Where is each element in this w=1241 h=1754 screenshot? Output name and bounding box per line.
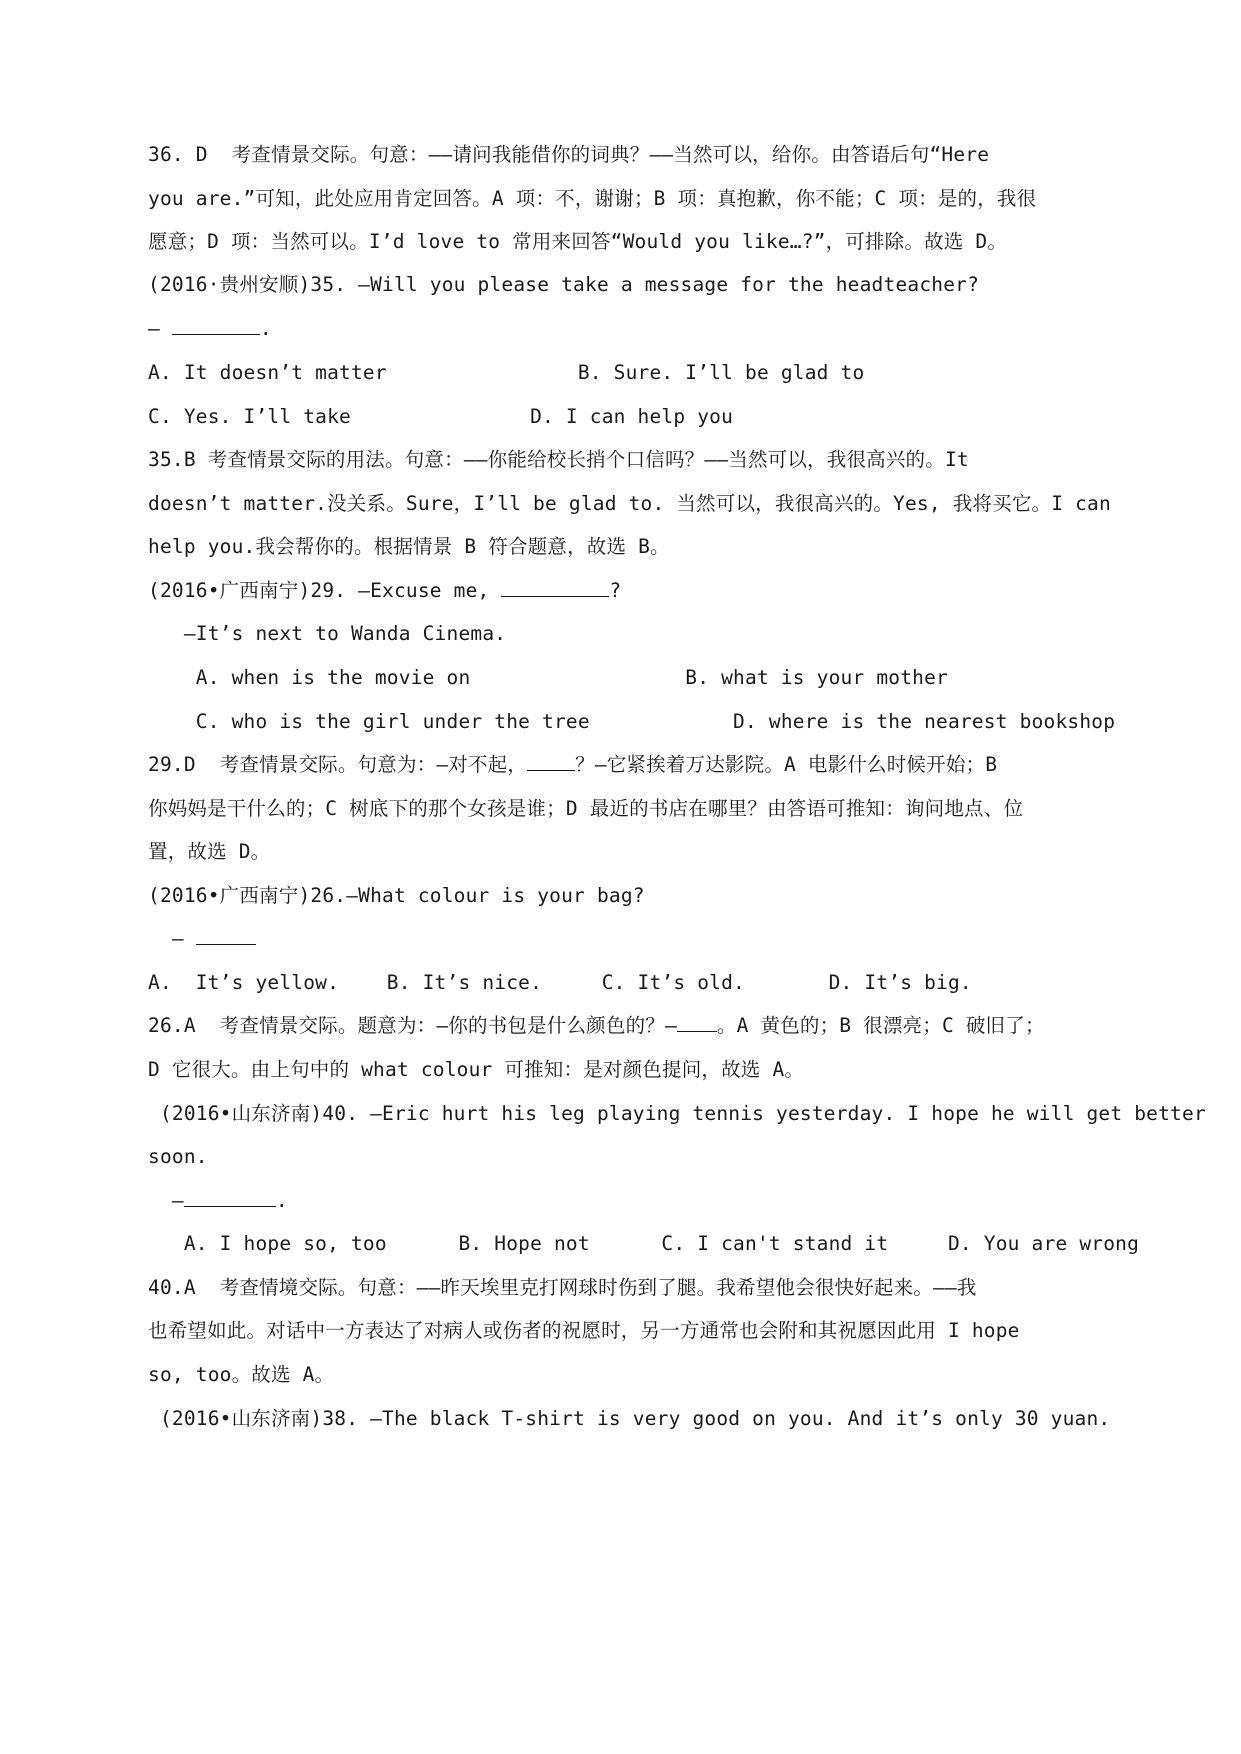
question-stem: [148, 578, 621, 604]
text-line: D 它很大。由上句中的 what colour 可推知：是对颜色提问，故选 A。: [148, 1058, 805, 1081]
option-line: A. It doesn’t matter B. Sure. I’ll be glad to: [148, 361, 865, 384]
text-line: 你妈妈是干什么的；C 树底下的那个女孩是谁；D 最近的书店在哪里？由答语可推知：询问地点、位: [148, 797, 1024, 820]
answer-blank: [677, 1013, 717, 1032]
text-line: 36. D 考查情景交际。句意：——请问我能借你的词典？——当然可以，给你。由答语后句“Here: [148, 143, 990, 166]
answer-blank: [527, 752, 575, 771]
text-segment: 29.D 考查情景交际。句意为：—对不起，: [148, 753, 528, 776]
text-segment: 26.A 考查情景交际。题意为：—你的书包是什么颜色的？—: [148, 1014, 677, 1037]
text-line: 置，故选 D。: [148, 840, 271, 863]
answer-blank-line: [148, 1188, 288, 1214]
option-line: C. who is the girl under the tree D. where is the nearest bookshop: [148, 710, 1116, 733]
question-stem: (2016•山东济南)38. —The black T-shirt is very good on you. And it’s only 30 yuan.: [148, 1407, 1111, 1430]
answer-blank: [172, 316, 260, 335]
text-line: doesn’t matter.没关系。Sure，I’ll be glad to. 当然可以，我很高兴的。Yes, 我将买它。I can: [148, 492, 1111, 515]
text-line: 愿意；D 项：当然可以。I’d love to 常用来回答“Would you like…?”，可排除。故选 D。: [148, 230, 1008, 253]
text-line: [148, 1013, 1045, 1039]
option-line: C. Yes. I’ll take D. I can help you: [148, 405, 734, 428]
option-line: A. I hope so, too B. Hope not C. I can't stand it D. You are wrong: [148, 1232, 1140, 1255]
question-stem: (2016•广西南宁)26.—What colour is your bag?: [148, 884, 645, 907]
text-line: [148, 752, 997, 778]
text-segment: ？—它紧挨着万达影院。A 电影什么时候开始；B: [575, 753, 998, 776]
answer-blank: [196, 926, 256, 945]
option-line: A. It’s yellow. B. It’s nice. C. It’s old. D. It’s big.: [148, 971, 972, 994]
answer-blank: [501, 578, 609, 597]
text-line: —It’s next to Wanda Cinema.: [148, 622, 507, 645]
text-line: so, too。故选 A。: [148, 1363, 335, 1386]
answer-blank-line: [148, 316, 272, 342]
stem-text: (2016•广西南宁)29. —Excuse me,: [148, 579, 502, 602]
punctuation: ?: [609, 579, 622, 602]
dash: —: [148, 317, 172, 340]
question-stem: (2016•山东济南)40. —Eric hurt his leg playing tennis yesterday. I hope he will get better: [148, 1102, 1206, 1125]
text-line: 也希望如此。对话中一方表达了对病人或伤者的祝愿时，另一方通常也会附和其祝愿因此用 I hope: [148, 1319, 1020, 1342]
option-line: A. when is the movie on B. what is your mother: [148, 666, 948, 689]
text-line: 40.A 考查情境交际。句意：——昨天埃里克打网球时伤到了腿。我希望他会很快好起来。——我: [148, 1276, 977, 1299]
answer-blank-line: [148, 926, 256, 952]
punctuation: .: [259, 317, 272, 340]
dash: —: [148, 1189, 184, 1212]
text-line: 35.B 考查情景交际的用法。句意：——你能给校长捎个口信吗？——当然可以，我很高兴的。It: [148, 448, 969, 471]
question-stem: (2016·贵州安顺)35. —Will you please take a message for the headteacher?: [148, 273, 980, 296]
dash: —: [148, 927, 196, 950]
punctuation: .: [275, 1189, 288, 1212]
text-line: help you.我会帮你的。根据情景 B 符合题意，故选 B。: [148, 535, 670, 558]
text-segment: 。A 黄色的；B 很漂亮；C 破旧了；: [716, 1014, 1045, 1037]
text-line: you are.”可知，此处应用肯定回答。A 项：不，谢谢；B 项：真抱歉，你不能；C 项：是的，我很: [148, 187, 1037, 210]
answer-blank: [184, 1188, 276, 1207]
text-line: soon.: [148, 1145, 208, 1168]
